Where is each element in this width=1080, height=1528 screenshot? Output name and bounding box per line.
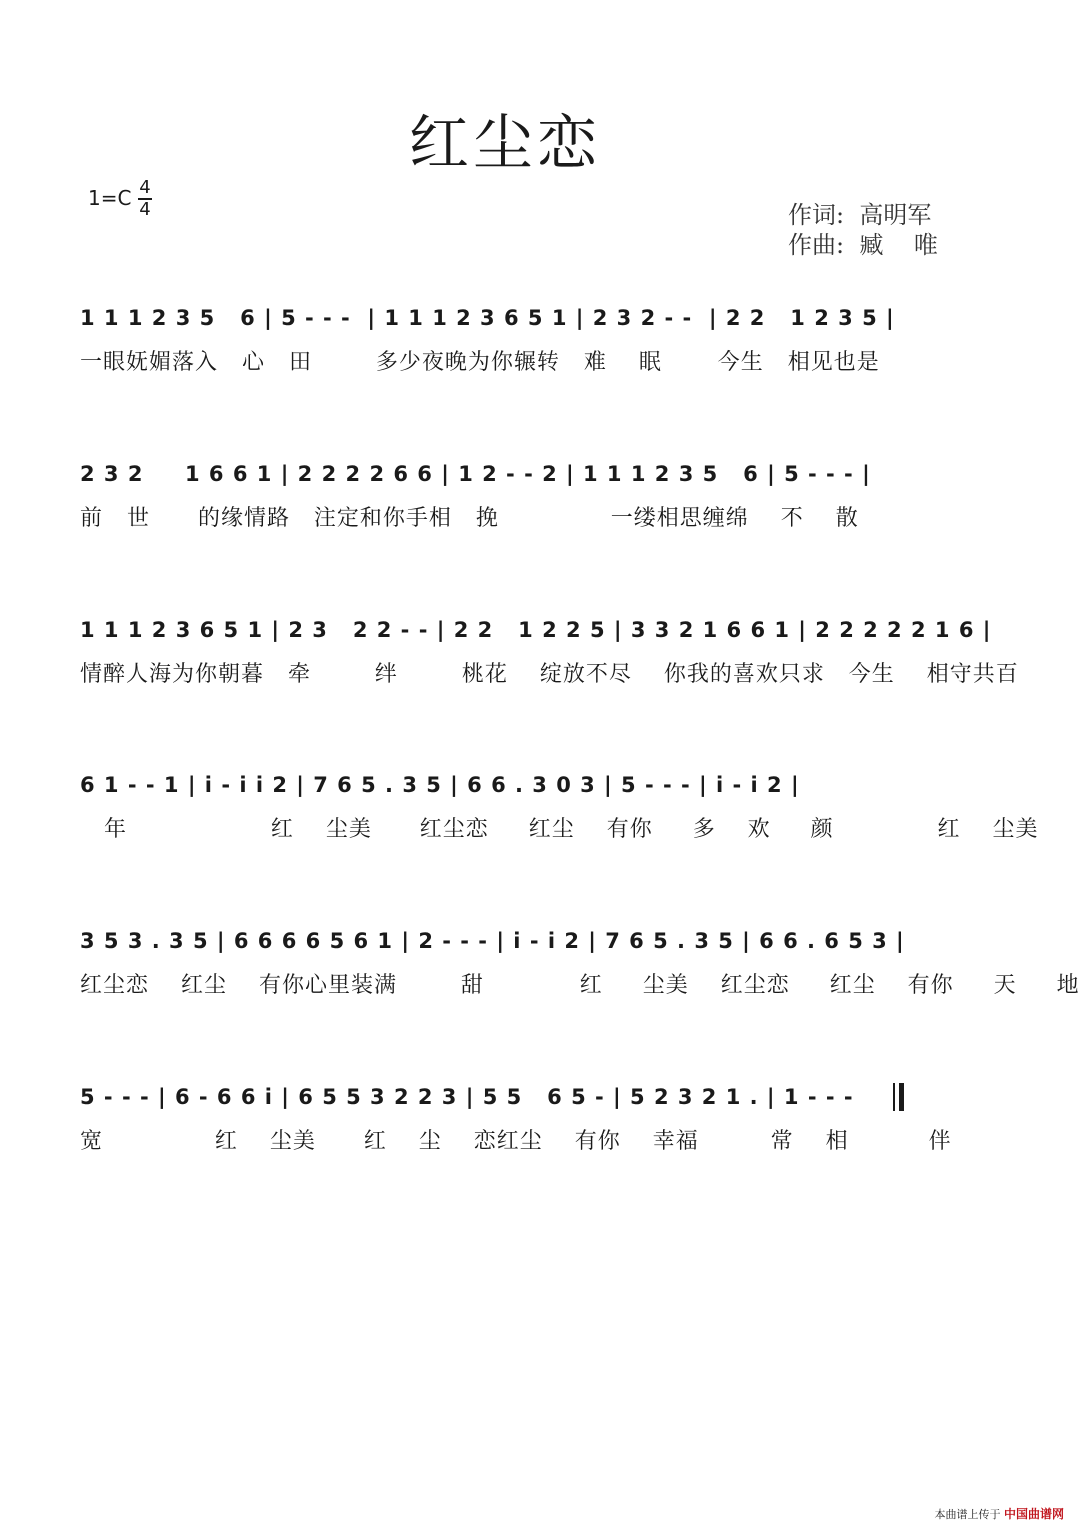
notation-line-2: 2 3 2 1 6 6 1 | 2 2 2 2 6 6 | 1 2 - - 2 | 1 1 1 2 3 5 6 | 5 - - - | xyxy=(80,462,871,486)
time-signature xyxy=(138,178,152,220)
lyrics-line-6: 宽 红 尘美 红 尘 恋红尘 有你 幸福 常 相 伴 xyxy=(80,1129,952,1154)
lyrics-line-5: 红尘恋 红尘 有你心里装满 甜 红 尘美 红尘恋 红尘 有你 天 地 xyxy=(80,973,1080,998)
notation-line-5: 3 5 3 . 3 5 | 6 6 6 6 5 6 1 | 2 - - - | i - i 2 | 7 6 5 . 3 5 | 6 6 . 6 5 3 | xyxy=(80,929,905,953)
song-title: 红尘恋 xyxy=(409,109,601,179)
footer xyxy=(934,1505,1064,1522)
lyrics-line-3: 情醉人海为你朝暮 牵 绊 桃花 绽放不尽 你我的喜欢只求 今生 相守共百 xyxy=(80,662,1019,687)
notation-line-1: 1 1 1 2 3 5 6 | 5 - - - | 1 1 1 2 3 6 5 1 | 2 3 2 - - | 2 2 1 2 3 5 | xyxy=(80,306,895,330)
footer-text: 本曲谱上传于 xyxy=(934,1508,1001,1521)
lyrics-line-1: 一眼妩媚落入 心 田 多少夜晚为你辗转 难 眠 今生 相见也是 xyxy=(80,350,880,375)
notation-line-6: 5 - - - | 6 - 6 6 i | 6 5 5 3 2 2 3 | 5 5 6 5 - | 5 2 3 2 1 . | 1 - - - xyxy=(80,1085,854,1109)
lyrics-line-4: 年 红 尘美 红尘恋 红尘 有你 多 欢 颜 红 尘美 xyxy=(80,817,1039,842)
time-signature-beats: 4 xyxy=(139,177,151,198)
composer-credit: 作曲: 臧 唯 xyxy=(788,231,938,259)
final-barline xyxy=(893,1083,898,1111)
key-signature: 1=C xyxy=(88,186,132,210)
notation-line-3: 1 1 1 2 3 6 5 1 | 2 3 2 2 - - | 2 2 1 2 2 5 | 3 3 2 1 6 6 1 | 2 2 2 2 2 1 6 | xyxy=(80,618,992,642)
time-signature-unit: 4 xyxy=(139,199,151,220)
lyricist-credit: 作词: 高明军 xyxy=(788,201,932,229)
lyrics-line-2: 前 世 的缘情路 注定和你手相 挽 一缕相思缠绵 不 散 xyxy=(80,506,859,531)
site-logo[interactable]: 中国曲谱网 xyxy=(1003,1507,1064,1521)
credits xyxy=(788,200,938,260)
notation-line-4: 6 1 - - 1 | i - i i 2 | 7 6 5 . 3 5 | 6 6 . 3 0 3 | 5 - - - | i - i 2 | xyxy=(80,773,800,797)
